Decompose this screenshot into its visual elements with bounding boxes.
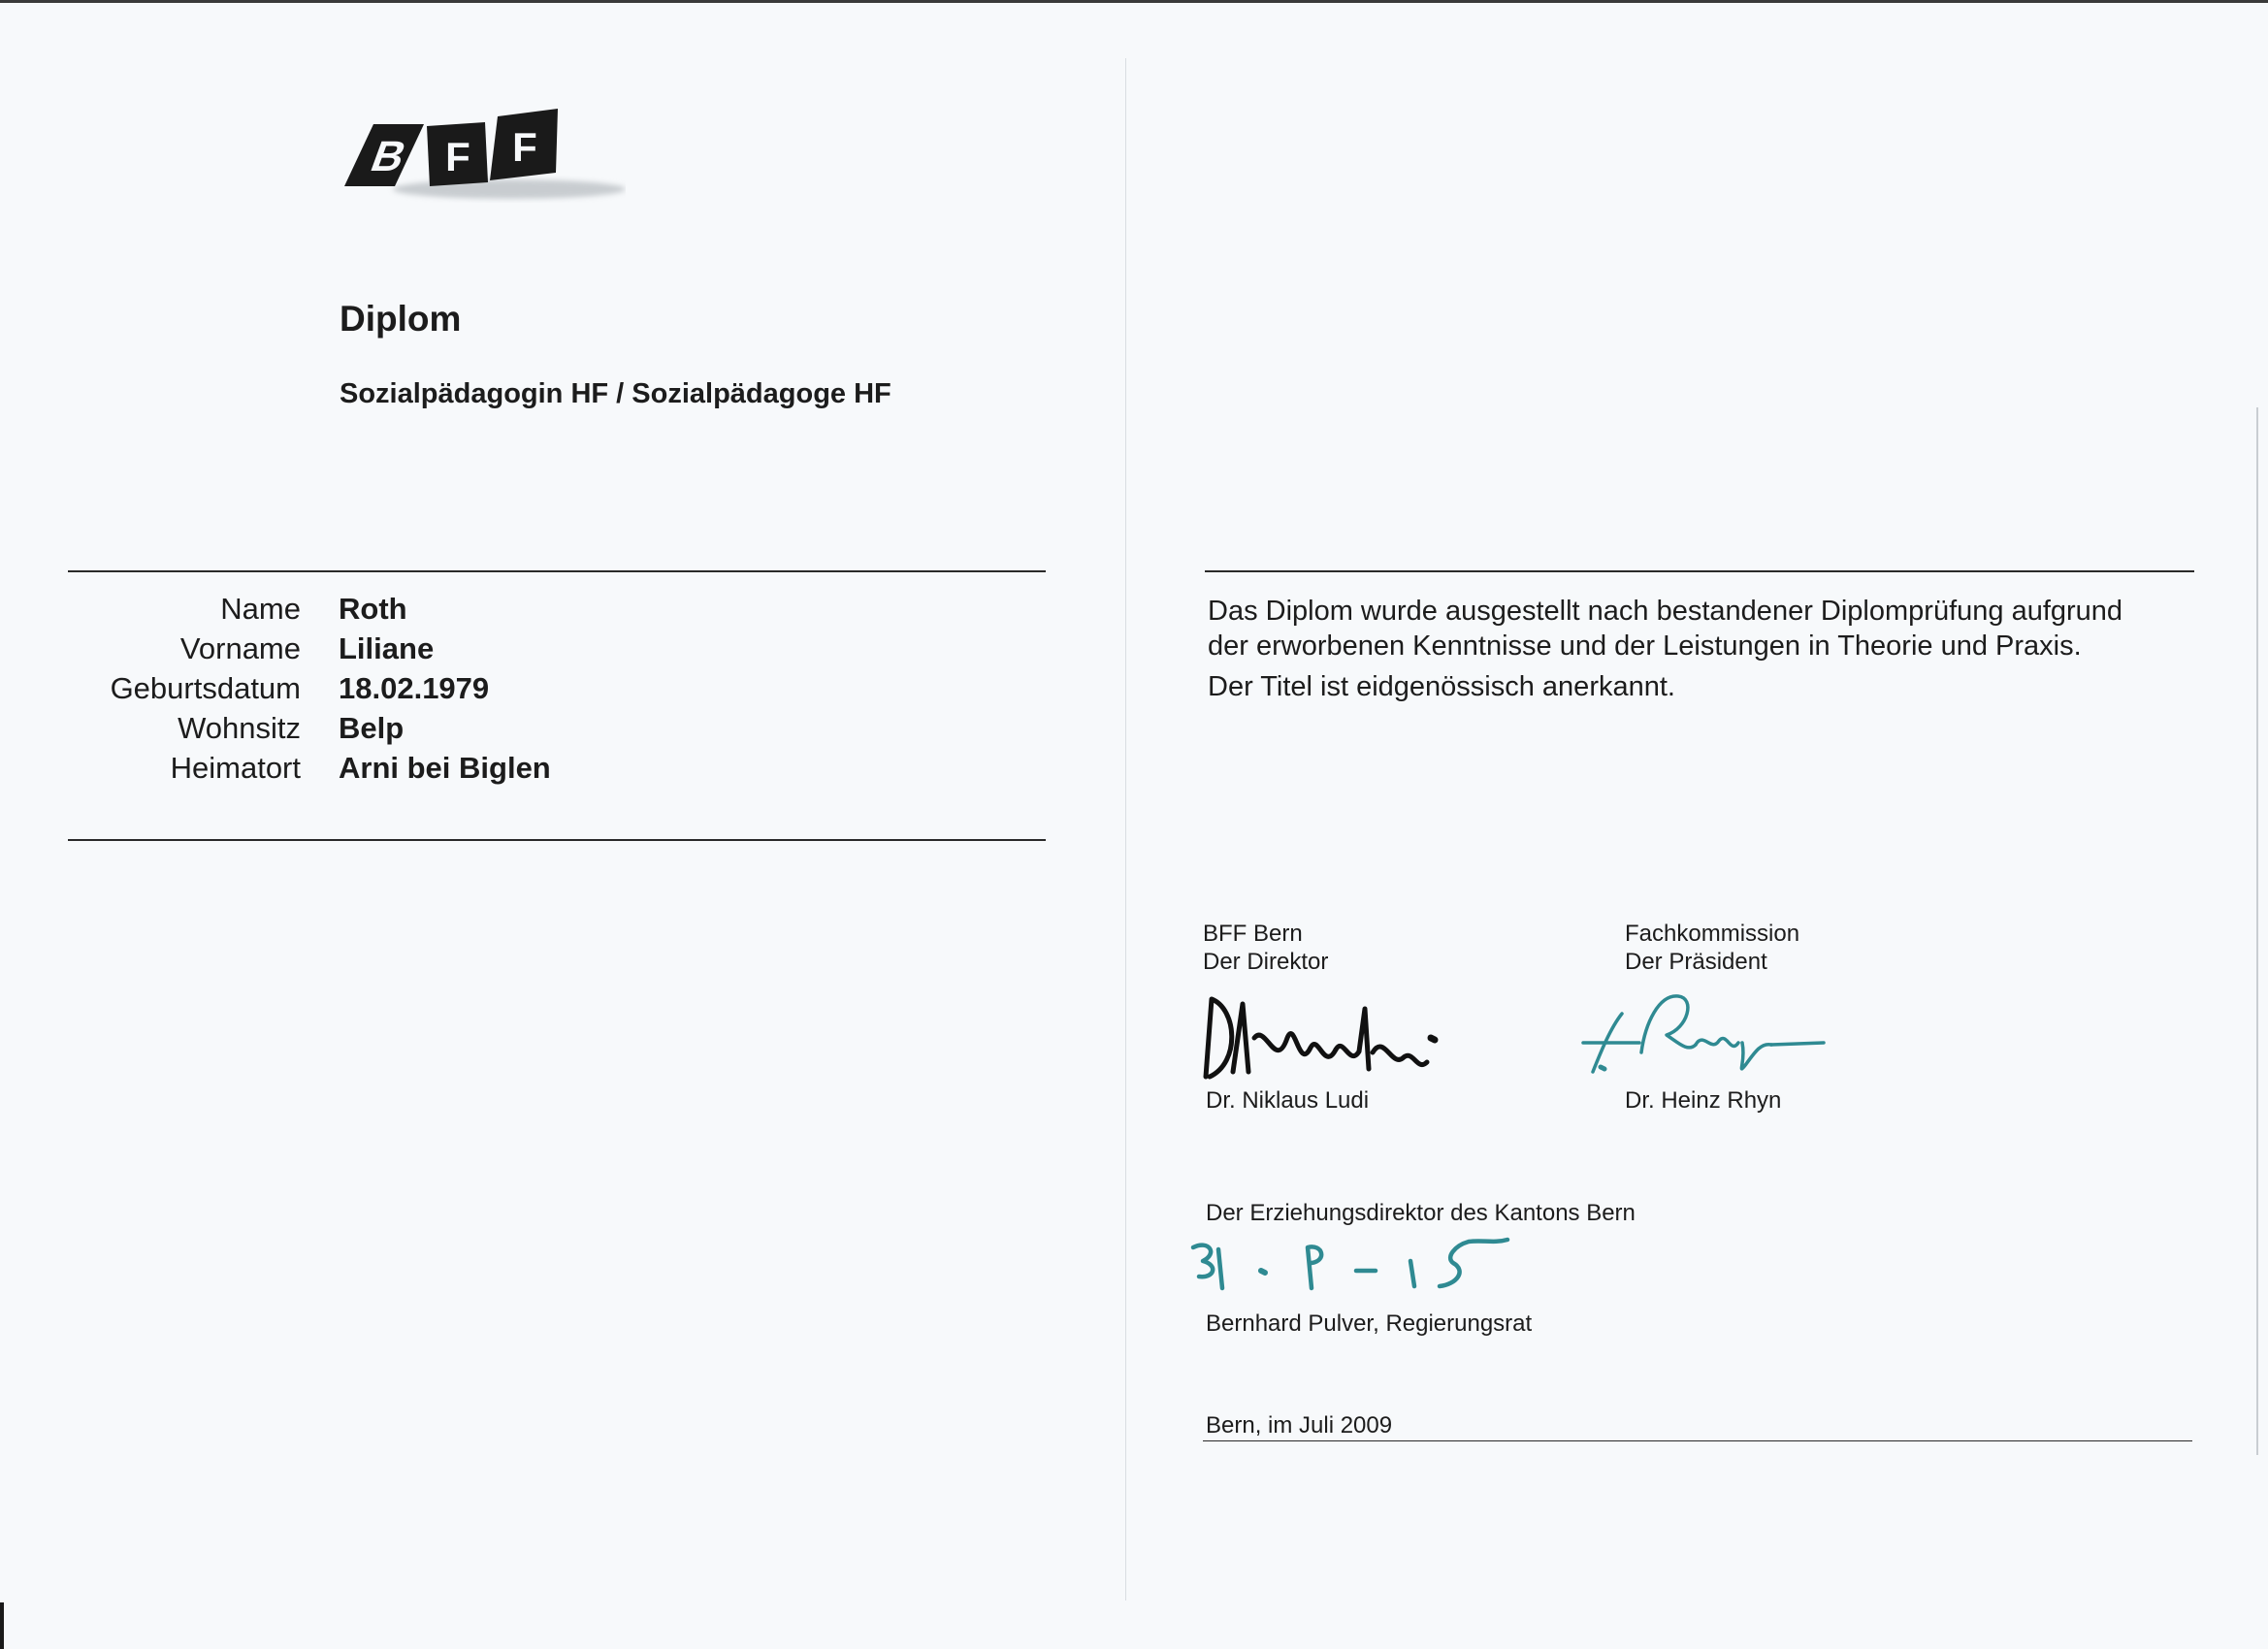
field-value-heimatort: Arni bei Biglen <box>339 751 551 785</box>
statement-line-3: Der Titel ist eidgenössisch anerkannt. <box>1208 671 1675 702</box>
commission-name: Dr. Heinz Rhyn <box>1625 1087 1782 1114</box>
field-value-wohnsitz: Belp <box>339 711 405 745</box>
director-signature <box>1198 980 1460 1086</box>
divider-top-left <box>68 570 1046 572</box>
diploma-title: Diplom <box>340 299 462 339</box>
logo-tile-f1 <box>427 122 488 186</box>
field-label-heimatort: Heimatort <box>170 751 301 785</box>
education-title: Der Erziehungsdirektor des Kantons Bern <box>1206 1200 1636 1226</box>
commission-org: Fachkommission <box>1625 921 1800 947</box>
divider-bottom-right <box>1203 1440 2192 1441</box>
statement-line-1: Das Diplom wurde ausgestellt nach bestandener Diplomprüfung aufgrund <box>1208 596 2123 627</box>
scan-left-mark <box>0 1602 4 1649</box>
field-value-geburtsdatum: 18.02.1979 <box>339 671 490 705</box>
director-org: BFF Bern <box>1203 921 1303 947</box>
page-fold <box>1125 58 1126 1600</box>
scan-top-edge <box>0 0 2268 3</box>
logo-tile-f2 <box>490 109 558 180</box>
paper-edge <box>2256 407 2258 1455</box>
logo-letter-f2: F <box>512 124 537 170</box>
director-role: Der Direktor <box>1203 949 1329 975</box>
commission-role: Der Präsident <box>1625 949 1767 975</box>
education-signature <box>1185 1232 1554 1305</box>
logo-letter-f1: F <box>445 134 470 179</box>
bff-logo <box>335 97 626 204</box>
divider-top-right <box>1205 570 2194 572</box>
field-label-name: Name <box>220 592 301 626</box>
field-label-wohnsitz: Wohnsitz <box>178 711 301 745</box>
logo-tile-b <box>344 124 424 186</box>
commission-signature <box>1581 975 1833 1082</box>
place-date: Bern, im Juli 2009 <box>1206 1412 1393 1439</box>
logo-letter-b: B <box>364 132 413 180</box>
field-label-geburtsdatum: Geburtsdatum <box>110 671 301 705</box>
director-name: Dr. Niklaus Ludi <box>1206 1087 1370 1114</box>
diploma-subtitle: Sozialpädagogin HF / Sozialpädagoge HF <box>340 378 891 409</box>
field-label-vorname: Vorname <box>179 631 301 665</box>
divider-bottom-left <box>68 839 1046 841</box>
field-value-vorname: Liliane <box>339 631 435 665</box>
field-value-name: Roth <box>339 592 407 626</box>
statement-line-2: der erworbenen Kenntnisse und der Leistungen in Theorie und Praxis. <box>1208 630 2082 662</box>
education-name: Bernhard Pulver, Regierungsrat <box>1206 1310 1533 1337</box>
